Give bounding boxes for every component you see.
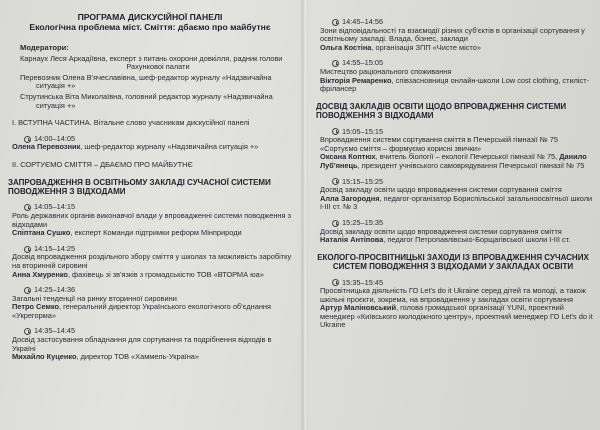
- moderator-line: Перевозник Олена В'ячеславівна, шеф-редактор журналу «Надзвичайна: [20, 72, 272, 82]
- time-slot: 15:25–15:35: [332, 219, 594, 228]
- talk-description: Досвід застосування обладнання для сортування та подрібнення відходів в Україні: [12, 335, 272, 353]
- clock-icon: [332, 19, 339, 26]
- clock-icon: [332, 220, 339, 227]
- program-title: ПРОГРАМА ДИСКУСІЙНОЇ ПАНЕЛІ: [77, 12, 223, 22]
- speaker: Наталія Антіпова, педагог Петропавлівсько-Борщагівської школи І-ІІІ ст.: [320, 235, 571, 245]
- speaker: Петро Семко, генеральний директор Українського екологічного об'єднання «Укрегорма»: [12, 302, 272, 320]
- speaker: Вікторія Ремаренко, співзасновниця онлайн-школи Low cost clothing, стиліст-фрілансер: [320, 75, 590, 94]
- speaker: Ольга Костіна, організація ЗПП «Чисте місто»: [320, 42, 481, 52]
- talk-description: Просвітницька діяльність ГО Let's do it Ukraine серед дітей та молоді, а також шкільні проєкти, зокрема, на впровадження у закладах освіти сортування: [320, 286, 586, 304]
- section-heading: ЗАПРОВАДЖЕННЯ В ОСВІТНЬОМУ ЗАКЛАДІ СУЧАСНОЇ СИСТЕМИ ПОВОДЖЕННЯ З ВІДХОДАМИ: [8, 177, 271, 196]
- time-slot: 15:05–15:15: [332, 128, 594, 137]
- talk-description: Досвід закладу освіти щодо впровадження системи сортування сміття: [320, 226, 562, 236]
- time-slot: 15:15–15:25: [332, 178, 594, 187]
- speaker: Анна Хмуренко, фахівець зі зв'язків з громадськістю ТОВ «ВТОРМА юа»: [12, 269, 264, 279]
- speaker: Спіптана Сушко, експерт Команди підтримки реформ Мінприроди: [12, 228, 242, 238]
- talk-description: Загальні тенденції на ринку вторинної сировини: [12, 293, 177, 303]
- talk-description: Зони відповідальності та взаємодії різних суб'єктів в організації сортування у освітньому закладі. Влада, бізнес, заклади: [320, 25, 585, 44]
- time-slot: 14:05–14:15: [24, 203, 296, 212]
- talk-description: Досвід впровадження роздільного збору сміття у школах та можливість заробітку на вторинній сировині: [12, 252, 292, 270]
- section-heading: ДОСВІД ЗАКЛАДІВ ОСВІТИ ЩОДО ВПРОВАДЖЕННЯ СИСТЕМИ ПОВОДЖЕННЯ З ВІДХОДАМИ: [316, 101, 567, 121]
- program-subtitle: Екологічна проблема міст. Сміття: дбаємо про майбутнє: [29, 22, 271, 32]
- moderator-line: Струтинська Віта Миколаївна, головний редактор журналу «Надзвичайна: [20, 91, 273, 101]
- moderator-item: [20, 55, 296, 72]
- right-column: [312, 0, 594, 430]
- moderators-heading: Модератори:: [20, 43, 69, 52]
- speaker: Алла Загородня, педагог-організатор Бориспільської загальноосвітньої школи І-ІІІ ст. № 3: [320, 193, 593, 212]
- time-slot: 14:35–14:45: [24, 327, 296, 336]
- time-slot: 14:25–14:36: [24, 286, 296, 295]
- talk-description: Досвід закладу освіти щодо впровадження системи сортування сміття: [320, 185, 562, 195]
- talk-description: Роль державних органів виконавчої влади у впровадженні системи поводження з відходами: [12, 210, 291, 229]
- part-one-label: I. ВСТУПНА ЧАСТИНА. Вітальне слово учасникам дискусійної панелі: [12, 118, 250, 128]
- speaker: Артур Маліновський, голова громадської організації YUNI, проектний менеджер «Київського молодіжного центру», проектний менеджер ГО Let's do it Ukraine: [320, 303, 593, 330]
- part-two-label: II. СОРТУЄМО СМІТТЯ – ДБАЄМО ПРО МАЙБУТНЄ: [12, 159, 193, 169]
- left-column: [4, 0, 296, 430]
- speaker: Олена Перевозник, шеф-редактор журналу «Надзвичайна ситуація +»: [12, 142, 259, 152]
- time-slot: 14:15–14:25: [24, 245, 296, 254]
- moderator-line-cont: ситуація +»: [36, 100, 76, 110]
- time-slot: 14:55–15:05: [332, 59, 594, 68]
- moderator-item: [20, 74, 296, 91]
- talk-description: Мистецтво раціонального споживання: [320, 66, 452, 76]
- clock-icon: [24, 287, 31, 294]
- talk-description: Впровадження системи сортування сміття в Печерській гімназії № 75 «Сортуємо сміття – формуємо корисні звички»: [320, 135, 558, 153]
- moderator-item: [20, 93, 296, 110]
- moderator-line: Карнаух Леся Аркадіївна, експерт з питань охорони довкілля, радник голови: [20, 53, 283, 63]
- speaker: Оксана Коптюх, вчитель біології – екології Печерської гімназії № 75, Данило Луб'янець, президент учнівського самоврядування Печерської гімназії № 75: [320, 152, 587, 170]
- page-fold: [300, 0, 308, 430]
- time-slot: 14:45–14:56: [332, 18, 594, 27]
- clock-icon: [24, 136, 31, 143]
- clock-icon: [24, 246, 31, 253]
- time-slot: 15:35–15:45: [332, 279, 594, 288]
- time-slot: 14:00–14:05: [24, 135, 296, 144]
- section-heading: ЕКОЛОГО-ПРОСВІТНИЦЬКІ ЗАХОДИ ІЗ ВПРОВАДЖЕННЯ СУЧАСНИХ СИСТЕМ ПОВОДЖЕННЯ З ВІДХОДАМИ У ЗАКЛАДАХ ОСВІТИ: [317, 252, 589, 272]
- moderator-line-cont: ситуація +»: [36, 81, 76, 91]
- speaker: Михайло Куценко, директор ТОВ «Хаммель-Україна»: [12, 352, 200, 362]
- moderator-line-cont: Рахунковоі палати: [126, 62, 190, 72]
